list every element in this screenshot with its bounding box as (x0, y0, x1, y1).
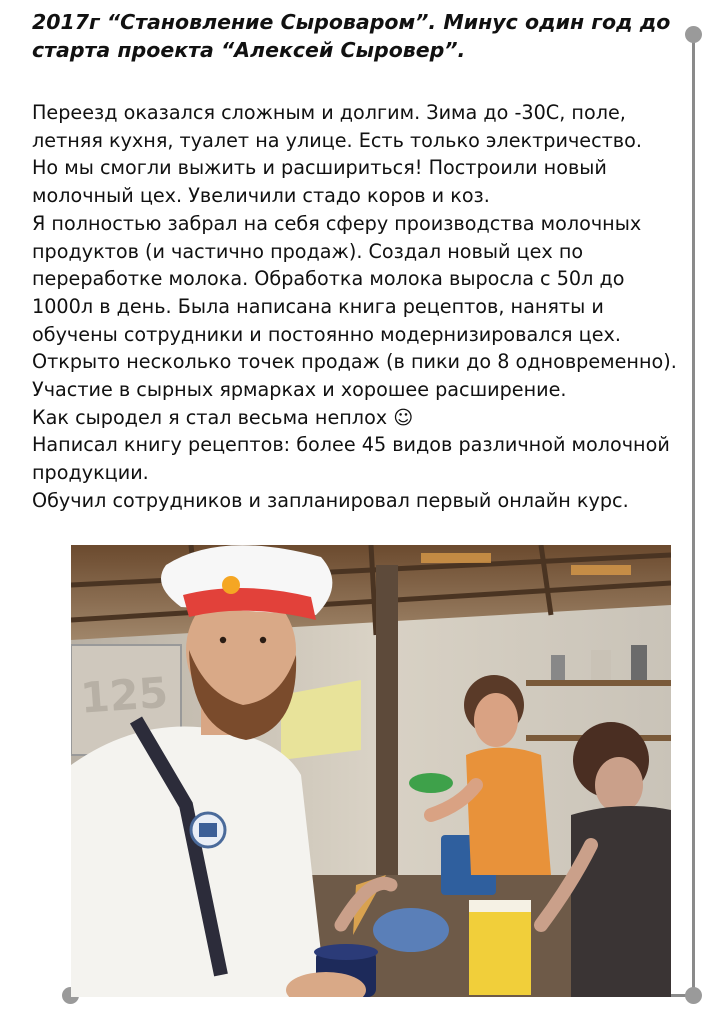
body-line: Написал книгу рецептов: более 45 видов различной молочной (32, 433, 670, 457)
body-line: Переезд оказался сложным и долгим. Зима до -30С, поле, (32, 101, 626, 124)
cheesemaker-photo (71, 545, 671, 997)
body-line: Обучил сотрудников и запланировал первый онлайн курс. (32, 488, 629, 512)
body-line: Я полностью забрал на себя сферу производства молочных (32, 211, 642, 235)
body-text (32, 99, 692, 515)
body-line: продукции. (32, 461, 149, 485)
frame-dot-bottom-right (685, 987, 702, 1004)
body-line: переработке молока. Обработка молока выросла с 50л до (32, 267, 625, 291)
title-line-2: старта проекта “Алексей Сыровер”. (32, 38, 466, 62)
frame-right-line (692, 34, 695, 996)
slide-title (32, 8, 672, 64)
body-line: продуктов (и частично продаж). Создал новый цех по (32, 239, 584, 263)
body-line: Но мы смогли выжить и расшириться! Построили новый (32, 156, 607, 180)
body-line: Открыто несколько точек продаж (в пики до 8 одновременно). (32, 350, 677, 374)
body-line: 1000л в день. Была написана книга рецептов, наняты и (32, 294, 604, 318)
body-line: Как сыродел я стал весьма неплох ☺ (32, 405, 414, 429)
body-line: Участие в сырных ярмарках и хорошее расширение. (32, 378, 567, 402)
body-line: обучены сотрудники и постоянно модернизировался цех. (32, 322, 622, 346)
banner-sign-text: 125 (78, 667, 170, 723)
frame-dot-top-right (685, 26, 702, 43)
body-line: летняя кухня, туалет на улице. Есть только электричество. (32, 128, 642, 152)
title-line-1: 2017г “Становление Сыроваром”. Минус один год до (32, 10, 671, 34)
body-line: молочный цех. Увеличили стадо коров и коз. (32, 184, 490, 208)
